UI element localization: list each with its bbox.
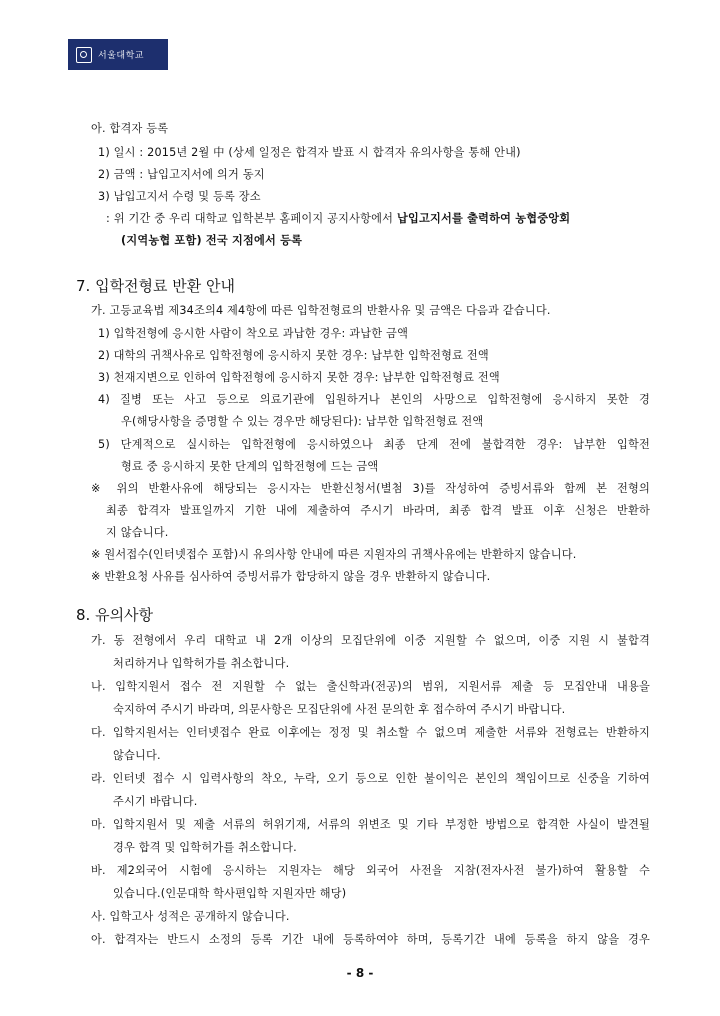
section-a-item-4-bold: 납입고지서를 출력하여 농협중앙회 — [396, 212, 571, 225]
section-8-ra-line-2: 주시기 바랍니다. — [113, 795, 198, 808]
section-7-item-4-line-1: 4) 질병 또는 사고 등으로 의료기관에 입원하거나 본인의 사망으로 입학전형에 응시하지 못한 경 — [98, 393, 650, 406]
section-7-item-1: 1) 입학전형에 응시한 사람이 착오로 과납한 경우: 과납한 금액 — [98, 327, 409, 340]
section-8-sa: 사. 입학고사 성적은 공개하지 않습니다. — [91, 910, 290, 923]
section-8-a-line-1: 아. 합격자는 반드시 소정의 등록 기간 내에 등록하여야 하며, 등록기간 내에 등록을 하지 않을 경우 — [91, 933, 650, 946]
section-8-ma-line-1: 마. 입학지원서 및 제출 서류의 허위기재, 서류의 위변조 및 기타 부정한 방법으로 합격한 사실이 발견될 — [91, 818, 650, 831]
section-7-note-2: ※ 원서접수(인터넷접수 포함)시 유의사항 안내에 따른 지원자의 귀책사유에는 반환하지 않습니다. — [91, 548, 577, 561]
section-8-ra-line-1: 라. 인터넷 접수 시 입력사항의 착오, 누락, 오기 등으로 인한 불이익은 본인의 책임이므로 신중을 기하여 — [91, 772, 650, 785]
section-7-ga: 가. 고등교육법 제34조의4 제4항에 따른 입학전형료의 반환사유 및 금액은 다음과 같습니다. — [91, 304, 551, 317]
section-a-item-2: 2) 금액 : 납입고지서에 의거 동지 — [98, 168, 265, 181]
section-a-item-3: 3) 납입고지서 수령 및 등록 장소 — [98, 190, 261, 203]
section-7-heading: 7. 입학전형료 반환 안내 — [76, 277, 236, 295]
section-7-item-5-line-2: 형료 중 응시하지 못한 단계의 입학전형에 드는 금액 — [121, 460, 379, 473]
page-number: - 8 - — [346, 966, 374, 980]
section-7-item-4-line-2: 우(해당사항을 증명할 수 있는 경우만 해당된다): 납부한 입학전형료 전액 — [121, 415, 484, 428]
section-8-na-line-1: 나. 입학지원서 접수 전 지원할 수 없는 출신학과(전공)의 범위, 지원서류 제출 등 모집안내 내용을 — [91, 680, 650, 693]
section-7-note-1-line-1: ※ 위의 반환사유에 해당되는 응시자는 반환신청서(별첨 3)를 작성하여 증빙서류와 함께 본 전형의 — [91, 482, 650, 495]
section-7-item-2: 2) 대학의 귀책사유로 입학전형에 응시하지 못한 경우: 납부한 입학전형료 전액 — [98, 349, 489, 362]
section-a-item-1: 1) 일시 : 2015년 2월 中 (상세 일정은 합격자 발표 시 합격자 유의사항을 통해 안내) — [98, 146, 521, 159]
section-7-item-5-line-1: 5) 단계적으로 실시하는 입학전형에 응시하였으나 최종 단계 전에 불합격한 경우: 납부한 입학전 — [98, 438, 650, 451]
section-8-ba-line-2: 있습니다.(인문대학 학사편입학 지원자만 해당) — [113, 887, 347, 900]
section-a-item-5: (지역농협 포함) 전국 지점에서 등록 — [121, 234, 303, 247]
logo-text: 서울대학교 — [98, 51, 144, 61]
section-7-item-3: 3) 천재지변으로 인하여 입학전형에 응시하지 못한 경우: 납부한 입학전형료 전액 — [98, 371, 500, 384]
section-8-ga-line-2: 처리하거나 입학허가를 취소합니다. — [113, 657, 290, 670]
section-7-note-1-line-3: 지 않습니다. — [106, 526, 169, 539]
section-8-heading: 8. 유의사항 — [76, 606, 154, 624]
section-a-item-4 — [106, 211, 570, 227]
section-8-na-line-2: 숙지하여 주시기 바라며, 의문사항은 모집단위에 사전 문의한 후 접수하여 주시기 바랍니다. — [113, 703, 566, 716]
section-8-ba-line-1: 바. 제2외국어 시험에 응시하는 지원자는 해당 외국어 사전을 지참(전자사전 불가)하여 활용할 수 — [91, 864, 650, 877]
section-a-item-4-text: : 위 기간 중 우리 대학교 입학본부 홈페이지 공지사항에서 — [106, 212, 397, 225]
section-8-ga-line-1: 가. 동 전형에서 우리 대학교 내 2개 이상의 모집단위에 이중 지원할 수 없으며, 이중 지원 시 불합격 — [91, 634, 650, 647]
university-emblem-icon — [76, 47, 92, 63]
university-logo — [68, 39, 168, 70]
section-a-title: 아. 합격자 등록 — [91, 122, 169, 135]
section-8-da-line-2: 않습니다. — [113, 749, 161, 762]
section-8-ma-line-2: 경우 합격 및 입학허가를 취소합니다. — [113, 841, 297, 854]
section-7-note-1-line-2: 최종 합격자 발표일까지 기한 내에 제출하여 주시기 바라며, 최종 합격 발표 이후 신청은 반환하 — [106, 504, 650, 517]
section-8-da-line-1: 다. 입학지원서는 인터넷접수 완료 이후에는 정정 및 취소할 수 없으며 제출한 서류와 전형료는 반환하지 — [91, 726, 650, 739]
section-7-note-3: ※ 반환요청 사유를 심사하여 증빙서류가 합당하지 않을 경우 반환하지 않습니다. — [91, 570, 491, 583]
